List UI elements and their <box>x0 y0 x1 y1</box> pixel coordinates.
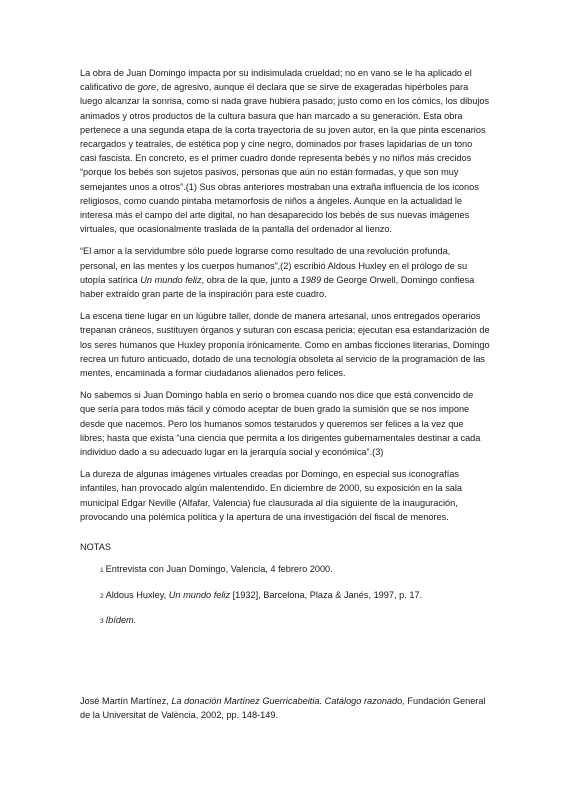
paragraph-1 <box>80 66 490 236</box>
note-2 <box>100 588 490 604</box>
paragraph-1-text-c: , de agresivo, aunque él declara que se sirve de exageradas hipérboles para luego alcanzar la sonrisa, como si nada grave hubiera pasado; justo como en los cómics, los dibujos animados y otros productos de la cultura basura que han marcado a su generación. Esta obra pertenece a una segunda etapa de la corta trayectoria de su joven autor, en la que pinta escenarios recargados y teatrales, de estética pop y cine negro, dominados por frases lapidarias de un tono casi fascista. En concreto, es el primer cuadro donde representa bebés y no niños más crecidos “porque los bebés son sujetos pasivos, personas que aún no están formadas, y que son muy semejantes unos a otros”.(1) Sus obras anteriores mostraban una extraña influencia de los iconos religiosos, como cuando pintaba metamorfosis de niños a ángeles. Aunque en la actualidad le interesa más el campo del arte digital, no han desaparecido los bebés de sus nuevas imágenes virtuales, que ocasionalmente traslada de la pantalla del ordenador al lienzo. <box>80 82 490 235</box>
paragraph-2-text-a: “El amor a la servidumbre sólo puede lograrse como resultado de una revolución profunda, personal, en las mentes y los cuerpos humanos”,(2) escribió Aldous Huxley en el prólogo de su utopía satírica <box>80 246 468 285</box>
paragraph-2-book-title-2: 1989 <box>300 274 322 285</box>
document-body <box>80 66 490 638</box>
source-publisher: Fundación General de la Universitat de València, 2002, pp. 148-149. <box>80 696 486 721</box>
note-2-number: 2 <box>100 592 104 600</box>
notes-title: NOTAS <box>80 542 111 553</box>
paragraph-2-text-c: , obra de la que, junto a <box>201 274 301 285</box>
note-3-italic: Ibídem. <box>105 614 137 625</box>
paragraph-2-book-title: Un mundo feliz <box>140 274 202 285</box>
paragraph-5: La dureza de algunas imágenes virtuales creadas por Domingo, en especial sus iconografías infantiles, han provocado algún malentendido. En diciembre de 2000, su exposición en la sala municipal Edgar Neville (Alfafar, Valencia) fue clausurada al día siguiente de la inauguración, provocando una polémica política y la apertura de una investigación del fiscal de menores. <box>80 469 463 522</box>
paragraph-1-italic-term: gore <box>137 82 157 93</box>
paragraph-1-text-a: La obra de Juan Domingo impacta por su indisimulada crueldad; no en vano se le ha aplicado el calificativo de <box>80 68 472 93</box>
note-3-number: 3 <box>100 617 104 625</box>
source-citation <box>80 694 490 722</box>
paragraph-2 <box>80 244 490 301</box>
note-2-text-a: Aldous Huxley, <box>105 589 169 600</box>
paragraph-4: No sabemos si Juan Domingo habla en serio o bromea cuando nos dice que está convencido de que sería para todos más fácil y cómodo aceptar de buen grado la sumisión que se nos impone desde que nacemos. Pero los humanos somos testarudos y queremos ser felices a la vez que libres; hasta que exista “una ciencia que permita a los dirigentes gubernamentales destinar a cada individuo dado a su adecuado lugar en la jerarquía social y económica”.(3) <box>80 390 481 458</box>
paragraph-2-text-e: de George Orwell, Domingo confiesa haber extraído gran parte de la inspiración para este cuadro. <box>80 274 475 300</box>
note-3 <box>100 613 490 629</box>
note-1-text-a: Entrevista con Juan Domingo, Valencia, 4 febrero 2000. <box>105 564 333 575</box>
source-author: José Martín Martínez, <box>80 696 172 706</box>
note-1-number: 1 <box>100 567 104 575</box>
paragraph-3: La escena tiene lugar en un lúgubre taller, donde de manera artesanal, unos entregados operarios trepanan cráneos, sustituyen órganos y suturan con escasa pericia; ejecutan esa estandarización de los seres humanos que Huxley proponía irónicamente. Como en ambas ficciones literarias, Domingo recrea un futuro anticuado, dotado de una tecnología obsoleta al servicio de la programación de las mentes, encaminada a formar ciudadanos alienados pero felices. <box>80 311 490 379</box>
source-catalog-title: La donación Martínez Guerricabeitia. Catálogo razonado, <box>171 696 405 706</box>
note-2-book-title: Un mundo feliz <box>168 589 231 600</box>
note-2-text-c: [1932], Barcelona, Plaza & Janés, 1997, p. 17. <box>230 589 423 600</box>
note-1 <box>100 562 490 578</box>
